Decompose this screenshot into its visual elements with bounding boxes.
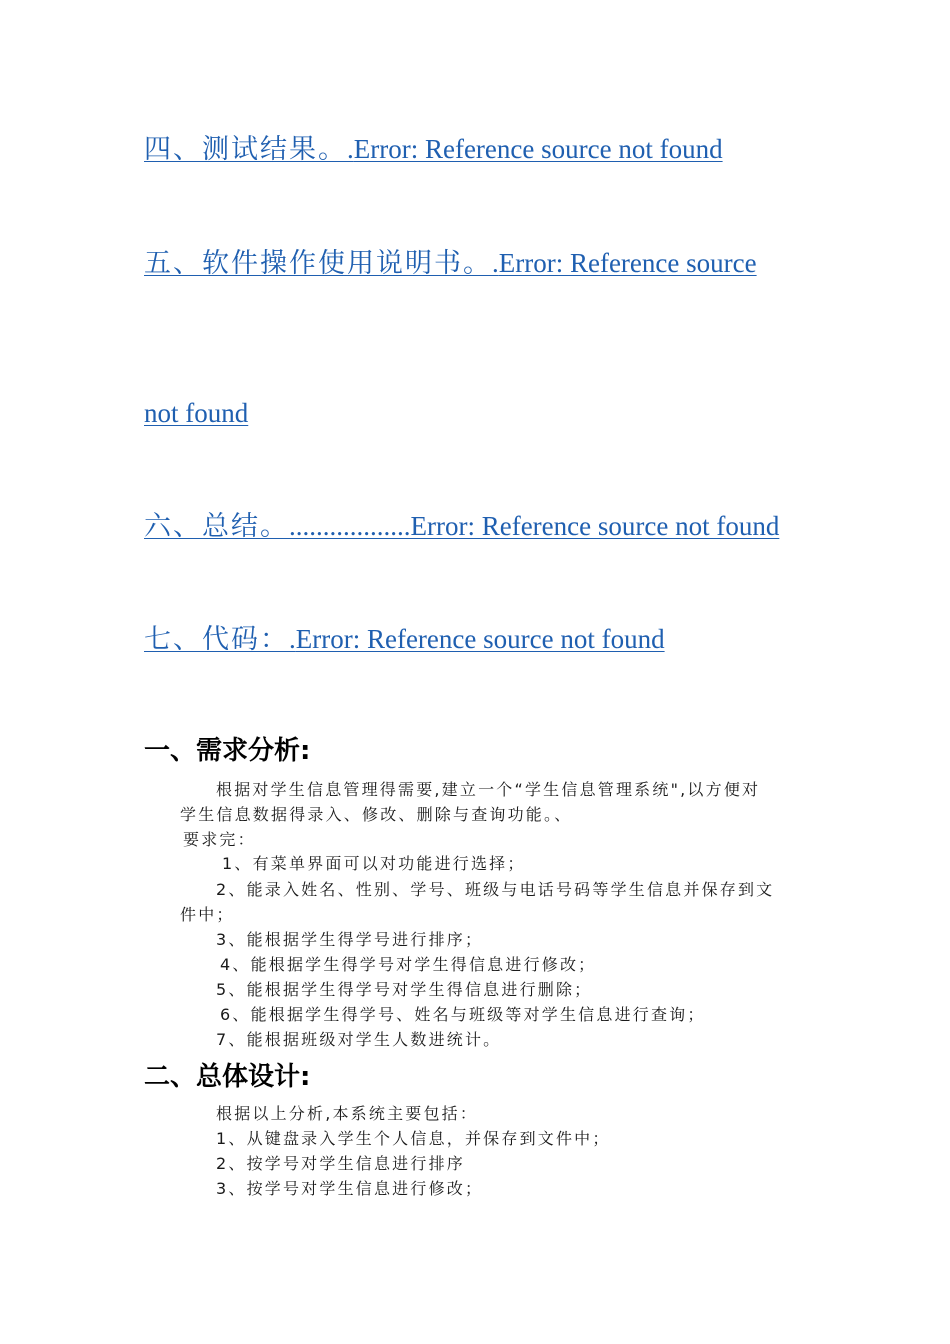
section-heading-overall-design: 二、总体设计: xyxy=(144,1062,311,1092)
paragraph-line: 学生信息数据得录入、修改、删除与查询功能。、 xyxy=(180,805,573,824)
toc-entry-test-results[interactable] xyxy=(144,132,723,167)
toc-entry-label: 四、测试结果。 xyxy=(144,134,347,165)
toc-entry-ref-continued: not found xyxy=(144,398,249,428)
toc-entry-ref: Error: Reference source xyxy=(498,248,757,278)
list-item: 7、能根据班级对学生人数进统计。 xyxy=(216,1030,502,1049)
toc-entry-user-manual[interactable] xyxy=(144,246,757,281)
section-heading-requirements: 一、需求分析: xyxy=(144,736,311,766)
toc-leader: . xyxy=(347,134,354,164)
toc-leader: . xyxy=(492,248,499,278)
list-item: 2、按学号对学生信息进行排序 xyxy=(216,1154,465,1173)
toc-leader: . xyxy=(289,624,296,654)
paragraph-line: 要求完： xyxy=(183,830,256,849)
list-item: 6、能根据学生得学号、姓名与班级等对学生信息进行查询； xyxy=(220,1005,706,1024)
paragraph-line: 根据以上分析,本系统主要包括： xyxy=(216,1104,479,1123)
list-item: 5、能根据学生得学号对学生得信息进行删除； xyxy=(216,980,593,999)
list-item: 1、有菜单界面可以对功能进行选择； xyxy=(222,854,526,873)
list-item: 3、能根据学生得学号进行排序； xyxy=(216,930,484,949)
paragraph-line: 根据对学生信息管理得需要,建立一个“学生信息管理系统",以方便对 xyxy=(216,780,761,799)
toc-entry-user-manual-continued[interactable] xyxy=(144,396,248,431)
toc-leader: .................. xyxy=(289,511,411,541)
list-item: 3、按学号对学生信息进行修改； xyxy=(216,1179,484,1198)
toc-entry-summary[interactable] xyxy=(144,509,779,544)
list-item: 1、从键盘录入学生个人信息，并保存到文件中； xyxy=(216,1129,611,1148)
toc-entry-ref: Error: Reference source not found xyxy=(353,134,723,164)
toc-entry-ref: Error: Reference source not found xyxy=(295,624,665,654)
toc-entry-label: 六、总结。 xyxy=(144,511,289,542)
list-item: 4、能根据学生得学号对学生得信息进行修改； xyxy=(220,955,597,974)
list-item-continued: 件中； xyxy=(180,905,235,924)
toc-entry-code[interactable] xyxy=(144,622,665,657)
toc-entry-label: 五、软件操作使用说明书。 xyxy=(144,248,492,279)
list-item: 2、能录入姓名、性别、学号、班级与电话号码等学生信息并保存到文 xyxy=(216,880,775,899)
toc-entry-ref: Error: Reference source not found xyxy=(410,511,780,541)
toc-entry-label: 七、代码： xyxy=(144,624,289,655)
